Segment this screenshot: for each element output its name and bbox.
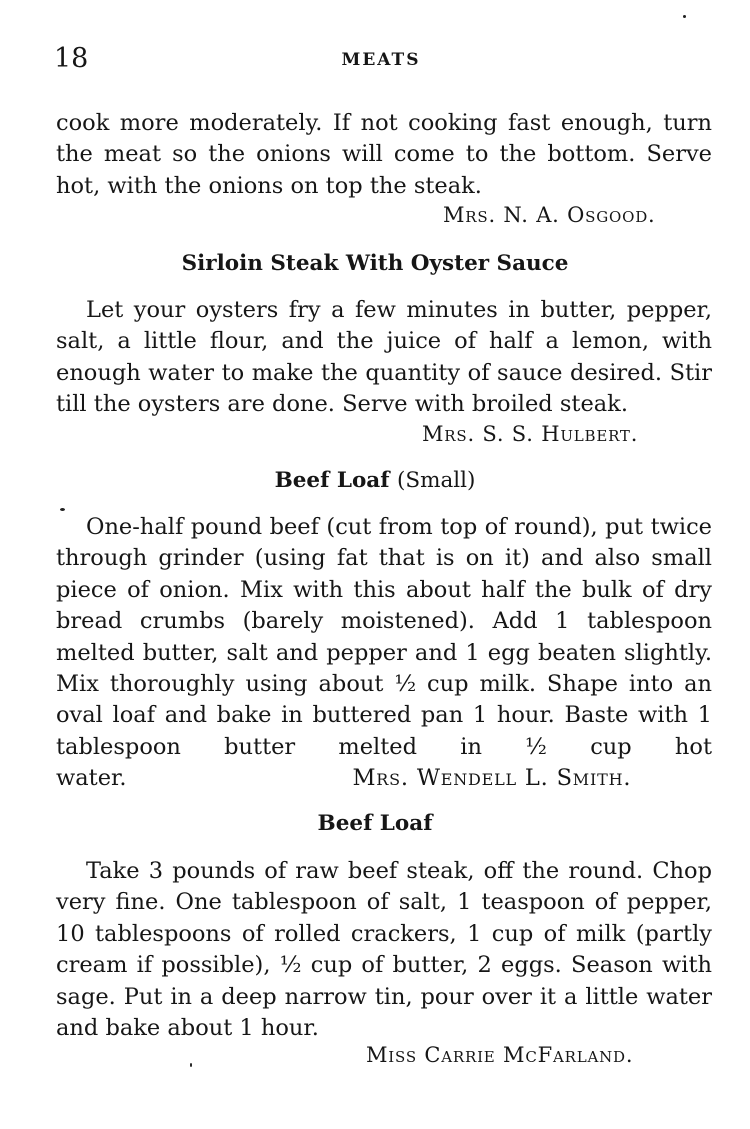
recipe-title: Sirloin Steak With Oyster Sauce bbox=[181, 251, 569, 276]
recipe-title-note: (Small) bbox=[396, 468, 476, 493]
recipe-instructions: Take 3 pounds of raw beef steak, off the round. Chop very fine. One tablespoon of salt, 1 teaspoon of pepper, 10 tablespoons of rolled crackers, 1 cup of milk (partly cream if possible), ½ cup of butter, 2 eggs. Season with sage. Put in a deep narrow tin, pour over it a little water and bake about 1 hour. bbox=[56, 858, 712, 1042]
recipe-attribution: Miss Carrie McFarland. bbox=[366, 1043, 634, 1067]
print-speck bbox=[190, 1063, 192, 1067]
recipe-attribution: Mrs. Wendell L. Smith. bbox=[352, 765, 632, 792]
running-title: MEATS bbox=[341, 50, 421, 70]
continuation-attribution: Mrs. N. A. Osgood. bbox=[443, 203, 656, 227]
recipe-attribution: Mrs. S. S. Hulbert. bbox=[422, 422, 639, 446]
recipe-instructions: Let your oysters fry a few minutes in butter, pepper, salt, a little flour, and the juice of half a lemon, with enough water to make the quantity of sauce desired. Stir till the oysters are done. Serve with broiled steak. bbox=[56, 297, 712, 418]
print-speck bbox=[683, 15, 686, 18]
print-speck bbox=[60, 508, 65, 511]
recipe-instructions bbox=[56, 512, 712, 795]
recipe-title-text: Beef Loaf bbox=[274, 468, 390, 493]
recipe-title: Beef Loaf bbox=[317, 811, 433, 836]
recipe-title bbox=[0, 467, 750, 495]
recipe-instructions-text: One-half pound beef (cut from top of round), put twice through grinder (using fat that is on it) and also small piece of onion. Mix with this about half the bulk of dry bread crumbs (barely moistened). Add 1 tablespoon melted butter, salt and pepper and 1 egg beaten slightly. Mix thoroughly using about ½ cup milk. Shape into an oval loaf and bake in buttered pan 1 hour. Baste with 1 tablespoon butter melted in ½ cup hot water. bbox=[56, 514, 712, 792]
page-number: 18 bbox=[54, 43, 89, 74]
continuation-paragraph: cook more moderately. If not cooking fast enough, turn the meat so the onions will come to the bottom. Serve hot, with the onions on top the steak. bbox=[56, 110, 712, 199]
